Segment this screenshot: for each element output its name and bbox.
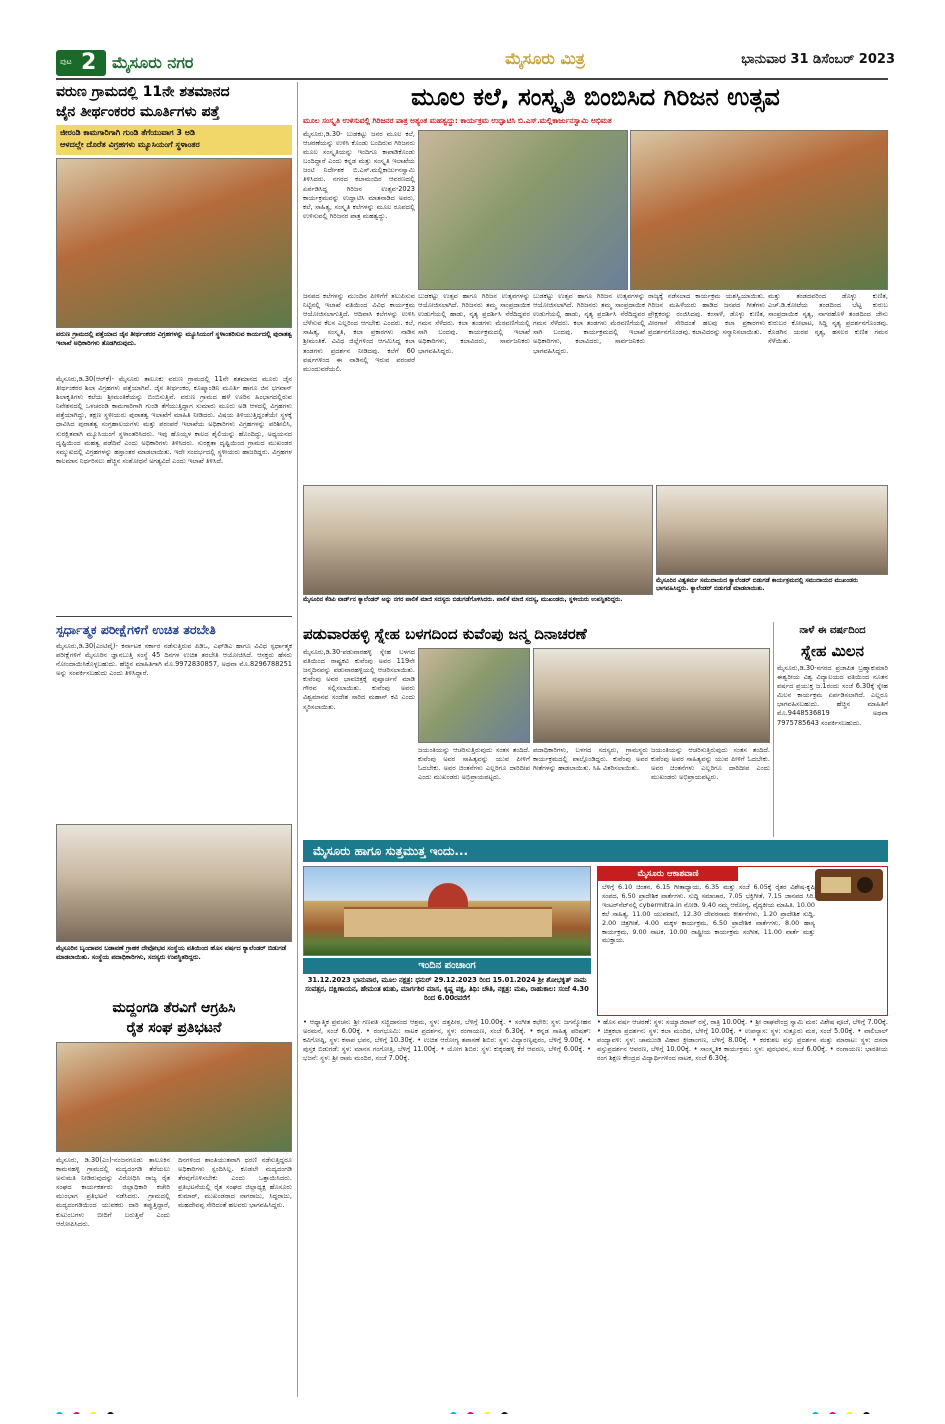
kuvempu-photo-1 (418, 648, 530, 743)
radio-dial-icon (821, 877, 851, 893)
kuvempu-col4: ಜಯಂತಿಯನ್ನು ಆಚರಿಸುತ್ತಿರುವುದು ಸಂತಸ ತಂದಿದೆ. ಕುವೆಂಪು ಅವರ ಸಾಹಿತ್ಯವನ್ನು ಯುವ ಪೀಳಿಗೆ ಓದಬೇಕು. ಅವರ ಚಿಂತನೆಗಳು ಎಲ್ಲರಿಗೂ ದಾರಿದೀಪ ಎಂದು ಮುಖಂಡರು ಅಭಿಪ್ರಾಯಪಟ್ಟರು. (651, 746, 770, 782)
magenta-mark-icon (467, 1412, 474, 1414)
sneha-divider (773, 622, 774, 837)
cyan-mark-icon (812, 1412, 819, 1414)
radio-box (597, 866, 888, 1016)
kuvempu-col1: ಮೈಸೂರು,ಡಿ.30-ಪಡುವಾರಹಳ್ಳಿ ಸ್ನೇಹ ಬಳಗದ ವತಿಯಿಂದ ರಾಷ್ಟ್ರಕವಿ ಕುವೆಂಪು ಅವರ 119ನೇ ಜನ್ಮದಿನವನ್ನು ಪಡುವಾರಹಳ್ಳಿಯಲ್ಲಿ ಆಚರಿಸಲಾಯಿತು. ಕುವೆಂಪು ಅವರ ಭಾವಚಿತ್ರಕ್ಕೆ ಪುಷ್ಪಾರ್ಚನೆ ಮಾಡಿ ಗೌರವ ಸಲ್ಲಿಸಲಾಯಿತು. ಕುವೆಂಪು ಅವರು ವಿಶ್ವಮಾನವ ಸಂದೇಶ ಸಾರಿದ ಮಹಾನ್ ಕವಿ ಎಂದು ಸ್ಮರಿಸಲಾಯಿತು. (303, 648, 415, 711)
farmer-headline-2: ರೈತ ಸಂಘ ಪ್ರತಿಭಟನೆ (126, 1020, 222, 1036)
palace-body-icon (344, 907, 552, 937)
farmer-col2: ದಿನಗಳಿಂದ ಶಾಂತಿಯುತವಾಗಿ ಧರಣಿ ನಡೆಸುತ್ತಿದ್ದರೂ ಅಧಿಕಾರಿಗಳು ಸ್ಪಂದಿಸಿಲ್ಲ. ಕೂಡಲೇ ಮದ್ಯದಂಗಡಿ ತೆರವುಗೊಳಿಸಬೇಕು ಎಂದು ಒತ್ತಾಯಿಸಿದರು. ಪ್ರತಿಭಟನೆಯಲ್ಲಿ ರೈತ ಸಂಘದ ಜಿಲ್ಲಾಧ್ಯಕ್ಷ ಹೊಸೂರು ಕುಮಾರ್, ಮುಖಂಡರಾದ ನಾಗರಾಜು, ಸಿದ್ದರಾಜು, ಮಹದೇವಪ್ಪ ಸೇರಿದಂತೆ ಹಲವರು ಭಾಗವಹಿಸಿದ್ದರು. (178, 1156, 292, 1210)
left-deck-1: ಜೀರಂಡಿ ಕಾಮಗಾರಿಗಾಗಿ ಗುಂಡಿ ತೆಗೆಯುವಾಗ 3 ಅಡಿ (60, 128, 196, 137)
listings-col2: • ಹೊಸ ವರ್ಷ ಆಚರಣೆ: ಸ್ಥಳ: ಸಯ್ಯಾಜಿರಾವ್ ರಸ್ತೆ, ರಾತ್ರಿ 10.00ಕ್ಕೆ. • ಶ್ರೀ ರಾಘವೇಂದ್ರ ಸ್ವಾಮಿ ಮಠ: ವಿಶೇಷ ಪೂಜೆ, ಬೆಳಿಗ್ಗೆ 7.00ಕ್ಕೆ. • ಚಿತ್ರಕಲಾ ಪ್ರದರ್ಶನ: ಸ್ಥಳ: ಕಲಾ ಮಂದಿರ, ಬೆಳಿಗ್ಗೆ 10.00ಕ್ಕೆ. • ಉಪನ್ಯಾಸ: ಸ್ಥಳ: ಸುತ್ತೂರು ಮಠ, ಸಂಜೆ 5.00ಕ್ಕೆ. • ವಾಲಿಬಾಲ್ ಪಂದ್ಯಾವಳಿ: ಸ್ಥಳ: ಚಾಮುಂಡಿ ವಿಹಾರ ಕ್ರೀಡಾಂಗಣ, ಬೆಳಿಗ್ಗೆ 8.00ಕ್ಕೆ. • ಕರಕುಶಲ ವಸ್ತು ಪ್ರದರ್ಶನ ಮತ್ತು ಮಾರಾಟ: ಸ್ಥಳ: ದಸರಾ ವಸ್ತುಪ್ರದರ್ಶನ ಆವರಣ, ಬೆಳಿಗ್ಗೆ 10.00ಕ್ಕೆ. • ಸಾಂಸ್ಕೃತಿಕ ಕಾರ್ಯಕ್ರಮ: ಸ್ಥಳ: ಪುರಭವನ, ಸಂಜೆ 6.00ಕ್ಕೆ. • ರಂಗಾಯಣ: ಭಾರತೀಯ ರಂಗ ಶಿಕ್ಷಣ ಕೇಂದ್ರದ ವಿದ್ಯಾರ್ಥಿಗಳಿಂದ ನಾಟಕ, ಸಂಜೆ 6.30ಕ್ಕೆ. (597, 1018, 888, 1063)
section-title: ಮೈಸೂರು ನಗರ (112, 53, 194, 72)
calendar-photo (303, 485, 653, 595)
sneha-headline-2: ಸ್ನೇಹ ಮಿಲನ (801, 642, 864, 660)
radio-text: ಬೆಳಿಗ್ಗೆ 6.10 ಚಿಂತನ, 6.15 ಗೀತಾಧ್ಯಾಯ, 6.35 ಮತ್ತು ಸಂಜೆ 6.05ಕ್ಕೆ ರೈತರ ವಿಶೇಷ-ಕೃಷಿ ಸಂಪದ, 6.50 ಪ್ರಾದೇಶಿಕ ವಾರ್ತೆಗಳು. ಸುದ್ದಿ ಸಮಾಚಾರ, 7.05 ಭಕ್ತಿಗೀತೆ, 7.15 ಜಾನಪದ ಸಿರಿ. ಇಂಟರ್‌ನೆಟ್‌ನಲ್ಲಿ cybermitra.in ನೋಡಿ. 9.40 ನಮ್ಮ ಆರೋಗ್ಯ, ವೈದ್ಯಕೀಯ ಮಾಹಿತಿ. 10.00 ಕಲೆ ಸಾಹಿತ್ಯ, 11.00 ಯುವವಾಣಿ, 12.30 ದೇವರನಾಮ ಕೀರ್ತನೆಗಳು, 1.20 ಪ್ರಾದೇಶಿಕ ಸುದ್ದಿ, 2.00 ಚಿತ್ರಗೀತೆ, 4.00 ಮಕ್ಕಳ ಕಾರ್ಯಕ್ರಮ, 6.50 ಪ್ರಾದೇಶಿಕ ವಾರ್ತೆಗಳು, 8.00 ಹಾಸ್ಯ ಕಾರ್ಯಕ್ರಮ, 9.00 ನಾಟಕ, 10.00 ರಾಷ್ಟ್ರೀಯ ಕಾರ್ಯಕ್ರಮ ಸಂಗೀತ, 11.00 ವಾರ್ತೆ ಮತ್ತು ಮುಕ್ತಾಯ. (602, 883, 815, 945)
yellow-mark-icon (484, 1412, 491, 1414)
sneha-body: ಮೈಸೂರು,ಡಿ.30-ನಗರದ ಪ್ರಜಾಪಿತ ಬ್ರಹ್ಮಾಕುಮಾರಿ ಈಶ್ವರೀಯ ವಿಶ್ವ ವಿದ್ಯಾಲಯದ ವತಿಯಿಂದ ನೂತನ ವರ್ಷದ ಪ್ರಯುಕ್ತ ಜ.1ರಂದು ಸಂಜೆ 6.30ಕ್ಕೆ ಸ್ನೇಹ ಮಿಲನ ಕಾರ್ಯಕ್ರಮ ಏರ್ಪಡಿಸಲಾಗಿದೆ. ಎಲ್ಲರೂ ಭಾಗವಹಿಸಬಹುದು. ಹೆಚ್ಚಿನ ಮಾಹಿತಿಗೆ ಮೊ.9448536819 ಅಥವಾ 7975785643 ಸಂಪರ್ಕಿಸಬಹುದು. (777, 664, 888, 727)
mysuru-today-banner-text: ಮೈಸೂರು ಹಾಗೂ ಸುತ್ತಮುತ್ತ ಇಂದು... (313, 844, 469, 858)
radio-title: ಮೈಸೂರು ಆಕಾಶವಾಣಿ (598, 867, 738, 881)
panchanga-title: ಇಂದಿನ ಪಂಚಾಂಗ (418, 960, 476, 971)
column-divider (297, 82, 298, 1397)
calendar-photo-2 (656, 485, 888, 575)
registration-marks-left (56, 1404, 136, 1414)
page-label: ಪುಟ (60, 57, 72, 66)
left-deck (56, 125, 292, 155)
cyan-mark-icon (450, 1412, 457, 1414)
black-mark-icon (107, 1412, 114, 1414)
exam-caption: ಮೈಸೂರಿನ ಬೃಂದಾವನ ಬಡಾವಣೆ ಗ್ರಾಹಕ ದೇವೋಭವ ಸಂಸ್ಥೆಯ ವತಿಯಿಂದ ಹೊಸ ವರ್ಷದ ಕ್ಯಾಲೆಂಡರ್ ಬಿಡುಗಡೆ ಮಾಡಲಾಯಿತು. ಸಂಸ್ಥೆಯ ಪದಾಧಿಕಾರಿಗಳು, ಸದಸ್ಯರು ಉಪಸ್ಥಿತರಿದ್ದರು. (56, 944, 287, 961)
palace-photo (303, 866, 591, 956)
left-deck-2: ಆಳದಲ್ಲೇ ದೊರೆತ ವಿಗ್ರಹಗಳು ಮ್ಯೂಸಿಯಂಗೆ ಸ್ಥಳಾಂತರ (60, 140, 200, 149)
radio-icon (815, 869, 883, 901)
farmer-headline-1: ಮದ್ದಂಗಡಿ ತೆರವಿಗೆ ಆಗ್ರಹಿಸಿ (112, 1000, 236, 1016)
magenta-mark-icon (829, 1412, 836, 1414)
main-deck: ಮೂಲ ಸಂಸ್ಕೃತಿ ಉಳಿಸುವಲ್ಲಿ ಗಿರಿಜನರ ಪಾತ್ರ ಅತ್ಯಂತ ಮಹತ್ವದ್ದು: ಕಾರ್ಯಕ್ರಮ ಉದ್ಘಾಟಿಸಿ ಬಿ.ಎಸ್.ಮಲ್ಲಿಕಾರ್ಜುನಸ್ವಾಮಿ ಅಭಿಮತ (303, 116, 612, 125)
page-number-badge (56, 50, 106, 76)
main-photo-2 (630, 130, 888, 290)
main-col5: ಮತ್ತು ತಂಡದವರಿಂದ ಡೊಳ್ಳು ಕುಣಿತ, ಎಚ್.ಡಿ.ಕೋಟೆಯ ತಂಡದಿಂದ ಬೆಟ್ಟ ಕುರುಬ ಸಾಂಪ್ರದಾಯಿಕ ನೃತ್ಯ, ನಾಗರಹೊಳೆ ತಂಡದಿಂದ ಜೇನು ಕುರುಬರ ಕೋಲಾಟ, ಸಿದ್ದಿ ನೃತ್ಯ ಪ್ರದರ್ಶನಗೊಂಡವು. ಕೊಡಗಿನ ಯರವ ನೃತ್ಯ, ಹಸಲರ ಕುಣಿತ ಗಮನ ಸೆಳೆಯಿತು. (768, 292, 888, 346)
exam-headline: ಸ್ಪರ್ಧಾತ್ಮಕ ಪರೀಕ್ಷೆಗಳಿಗೆ ಉಚಿತ ತರಬೇತಿ (56, 622, 216, 637)
main-col4: ರಾಜ್ಯಕ್ಕೆ ನಡೆಸಲಾದ ಕಾರ್ಯಕ್ರಮ ಯಶಸ್ವಿಯಾಯಿತು. ಗಿರಿಜನ ಮಹಿಳೆಯರು ಹಾಡಿದ ಜನಪದ ಗೀತೆಗಳು ಪ್ರೇಕ್ಷಕರನ್ನು ರಂಜಿಸಿದವು. ಕಂಸಾಳೆ, ಡೊಳ್ಳು ಕುಣಿತ, ವೀರಗಾಸೆ ಸೇರಿದಂತೆ ಹಲವು ಕಲಾ ಪ್ರಕಾರಗಳು ಪ್ರದರ್ಶನಗೊಂಡವು. ಕಲಾವಿದರನ್ನು ಸನ್ಮಾನಿಸಲಾಯಿತು. (648, 292, 765, 337)
exam-photo (56, 824, 292, 942)
page-number: 2 (81, 50, 97, 75)
black-mark-icon (501, 1412, 508, 1414)
left-photo (56, 158, 292, 328)
main-photo-1 (418, 130, 628, 290)
farmer-col1: ಮೈಸೂರು, ಡಿ.30(ಎಂ)-ನಂಜನಗೂಡು ತಾಲೂಕಿನ ಕಾಮನಹಳ್ಳಿ ಗ್ರಾಮದಲ್ಲಿ ಮದ್ಯದಂಗಡಿ ತೆರೆಯಲು ಅನುಮತಿ ನೀಡಿರುವುದನ್ನು ವಿರೋಧಿಸಿ ರಾಜ್ಯ ರೈತ ಸಂಘದ ಕಾರ್ಯಕರ್ತರು ಜಿಲ್ಲಾಧಿಕಾರಿ ಕಚೇರಿ ಮುಂಭಾಗ ಪ್ರತಿಭಟನೆ ನಡೆಸಿದರು. ಗ್ರಾಮದಲ್ಲಿ ಮದ್ಯದಂಗಡಿಯಿಂದ ಯುವಕರು ದಾರಿ ತಪ್ಪುತ್ತಿದ್ದಾರೆ, ಕುಟುಂಬಗಳು ಬೀದಿಗೆ ಬರುತ್ತಿವೆ ಎಂದು ಆರೋಪಿಸಿದರು. (56, 1156, 170, 1228)
main-headline: ಮೂಲ ಕಲೆ, ಸಂಸ್ಕೃತಿ ಬಿಂಬಿಸಿದ ಗಿರಿಜನ ಉತ್ಸವ (411, 83, 780, 111)
exam-body: ಮೈಸೂರು,ಡಿ.30(ಎಂಟಿವೈ)- ಕರ್ನಾಟಕ ಸರ್ಕಾರ ನಡೆಸುತ್ತಿರುವ ಪಿಡಿಒ, ಎಫ್‌ಡಿಎ ಹಾಗೂ ವಿವಿಧ ಸ್ಪರ್ಧಾತ್ಮಕ ಪರೀಕ್ಷೆಗಳಿಗೆ ಮೈಸೂರಿನ ಜ್ಞಾನಬುತ್ತಿ ಸಂಸ್ಥೆ 45 ದಿನಗಳ ಉಚಿತ ತರಬೇತಿ ಆಯೋಜಿಸಿದೆ. ಆಸಕ್ತರು ಹೆಸರು ನೋಂದಾಯಿಸಿಕೊಳ್ಳಬಹುದು. ಹೆಚ್ಚಿನ ಮಾಹಿತಿಗಾಗಿ ಮೊ.9972830857, ಅಥವಾ ಮೊ.8296788251 ಅನ್ನು ಸಂಪರ್ಕಿಸಬಹುದು ಎಂದು ತಿಳಿಸಿದ್ದಾರೆ. (56, 642, 292, 678)
registration-marks-center (450, 1404, 530, 1414)
cyan-mark-icon (56, 1412, 63, 1414)
main-col3b: ಬುಡಕಟ್ಟು ಉತ್ಸವ ಹಾಗೂ ಗಿರಿಜನ ಉತ್ಸವಗಳನ್ನು ಆಯೋಜಿಸಲಾಗಿದೆ. ಗಿರಿಜನರು ತಮ್ಮ ಸಾಂಪ್ರದಾಯಿಕ ಉಡುಗೆಯಲ್ಲಿ ಹಾಡು, ನೃತ್ಯ ಪ್ರದರ್ಶಿಸಿ ನೆರೆದಿದ್ದವರ ಗಮನ ಸೆಳೆದರು. ಕಲಾ ತಂಡಗಳು ಮೆರವಣಿಗೆಯಲ್ಲಿ ಸಾಗಿ ಬಂದವು. ಕಾರ್ಯಕ್ರಮದಲ್ಲಿ ಇಲಾಖೆ ಅಧಿಕಾರಿಗಳು, ಕಲಾವಿದರು, ಸಾರ್ವಜನಿಕರು ಭಾಗವಹಿಸಿದ್ದರು. (533, 292, 645, 355)
kuvempu-col2: ಜಯಂತಿಯನ್ನು ಆಚರಿಸುತ್ತಿರುವುದು ಸಂತಸ ತಂದಿದೆ. ಕುವೆಂಪು ಅವರ ಸಾಹಿತ್ಯವನ್ನು ಯುವ ಪೀಳಿಗೆ ಓದಬೇಕು. ಅವರ ಚಿಂತನೆಗಳು ಎಲ್ಲರಿಗೂ ದಾರಿದೀಪ ಎಂದು ಮುಖಂಡರು ಅಭಿಪ್ರಾಯಪಟ್ಟರು. (418, 746, 530, 782)
radio-speaker-icon (857, 877, 873, 893)
kuvempu-headline: ಪಡುವಾರಹಳ್ಳಿ ಸ್ನೇಹ ಬಳಗದಿಂದ ಕುವೆಂಪು ಜನ್ಮ ದಿನಾಚರಣೆ (303, 625, 587, 643)
main-col2: ಜನಪದ ಕಲೆಗಳನ್ನು ಮುಂದಿನ ಪೀಳಿಗೆಗೆ ತಲುಪಿಸುವ ನಿಟ್ಟಿನಲ್ಲಿ ಇಲಾಖೆ ವತಿಯಿಂದ ವಿವಿಧ ಕಾರ್ಯಕ್ರಮ ಆಯೋಜಿಸಲಾಗುತ್ತಿದೆ. ಆದಿವಾಸಿ ಕಲೆಗಳನ್ನು ಉಳಿಸಿ ಬೆಳೆಸುವ ಕೆಲಸ ಎಲ್ಲರಿಂದ ಆಗಬೇಕು ಎಂದರು. ಕಲೆ, ಸಾಹಿತ್ಯ, ಸಂಸ್ಕೃತಿ, ಕಲಾ ಪ್ರಕಾರಗಳು ನಾಡಿನ ಶ್ರೀಮಂತಿಕೆ. ವಿವಿಧ ಜಿಲ್ಲೆಗಳಿಂದ ಆಗಮಿಸಿದ್ದ ಕಲಾ ತಂಡಗಳು ಪ್ರದರ್ಶನ ನೀಡಿದವು. ಕಲೆಗೆ 60 ವರ್ಷಗಳಿಂದ ಈ ನಾಡಿನಲ್ಲಿ ಇರುವ ಪರಂಪರೆ ಮುಂದುವರೆಯಲಿ. (303, 292, 415, 373)
yellow-mark-icon (90, 1412, 97, 1414)
main-col1: ಮೈಸೂರು,ಡಿ.30- ಬುಡಕಟ್ಟು ಜನರ ಮೂಲ ಕಲೆ, ಆಚರಣೆಯನ್ನು ಉಳಿಸಿ ಕೊಂಡು ಬಂದಿರುವ ಗಿರಿಜನರು ಮೂಲ ಸಂಸ್ಕೃತಿಯನ್ನು ಇಂದಿಗೂ ಕಾಪಾಡಿಕೊಂಡು ಬಂದಿದ್ದಾರೆ ಎಂದು ಕನ್ನಡ ಮತ್ತು ಸಂಸ್ಕೃತಿ ಇಲಾಖೆಯ ಜಂಟಿ ನಿರ್ದೇಶಕ ಬಿ.ಎಸ್.ಮಲ್ಲಿಕಾರ್ಜುನಸ್ವಾಮಿ ತಿಳಿಸಿದರು. ನಗರದ ಕಲಾಮಂದಿರ ಆವರಣದಲ್ಲಿ ಏರ್ಪಡಿಸಿದ್ದ ಗಿರಿಜನ ಉತ್ಸವ-2023 ಕಾರ್ಯಕ್ರಮವನ್ನು ಉದ್ಘಾಟಿಸಿ ಮಾತನಾಡಿದ ಅವರು, ಕಲೆ, ಸಾಹಿತ್ಯ, ಸಂಸ್ಕೃತಿ ಕಲೆಗಳನ್ನು ಮೂಲ ರೂಪದಲ್ಲಿ ಉಳಿಸುವಲ್ಲಿ ಗಿರಿಜನರ ಪಾತ್ರ ಮಹತ್ವದ್ದು. (303, 130, 415, 220)
paper-name: ಮೈಸೂರು ಮಿತ್ರ (505, 49, 585, 68)
kuvempu-col3: ಪದಾಧಿಕಾರಿಗಳು, ಬಳಗದ ಸದಸ್ಯರು, ಗ್ರಾಮಸ್ಥರು ಕಾರ್ಯಕ್ರಮದಲ್ಲಿ ಪಾಲ್ಗೊಂಡಿದ್ದರು. ಕುವೆಂಪು ಅವರ ಗೀತೆಗಳನ್ನು ಹಾಡಲಾಯಿತು. ಸಿಹಿ ವಿತರಿಸಲಾಯಿತು. (533, 746, 648, 773)
left-headline-2: ಜೈನ ತೀರ್ಥಂಕರರ ಮೂರ್ತಿಗಳು ಪತ್ತೆ (56, 104, 220, 120)
listings-col1: • ಆಧ್ಯಾತ್ಮಿಕ ಪ್ರವಚನ: ಶ್ರೀ ಗಣಪತಿ ಸಚ್ಚಿದಾನಂದ ಆಶ್ರಮ, ಸ್ಥಳ: ದತ್ತಪೀಠ, ಬೆಳಿಗ್ಗೆ 10.00ಕ್ಕೆ. • ಸಂಗೀತ ಕಛೇರಿ: ಸ್ಥಳ: ಜಗನ್ಮೋಹನ ಅರಮನೆ, ಸಂಜೆ 6.00ಕ್ಕೆ. • ರಂಗಭೂಮಿ: ನಾಟಕ ಪ್ರದರ್ಶನ, ಸ್ಥಳ: ರಂಗಾಯಣ, ಸಂಜೆ 6.30ಕ್ಕೆ. • ಕನ್ನಡ ಸಾಹಿತ್ಯ ಪರಿಷತ್: ಕವಿಗೋಷ್ಠಿ, ಸ್ಥಳ: ಕಸಾಪ ಭವನ, ಬೆಳಿಗ್ಗೆ 10.30ಕ್ಕೆ. • ಉಚಿತ ಆರೋಗ್ಯ ತಪಾಸಣೆ ಶಿಬಿರ: ಸ್ಥಳ: ವಿದ್ಯಾರಣ್ಯಪುರಂ, ಬೆಳಿಗ್ಗೆ 9.00ಕ್ಕೆ. • ಪುಸ್ತಕ ಬಿಡುಗಡೆ: ಸ್ಥಳ: ಮಾನಸ ಗಂಗೋತ್ರಿ, ಬೆಳಿಗ್ಗೆ 11.00ಕ್ಕೆ. • ಯೋಗ ಶಿಬಿರ: ಸ್ಥಳ: ಕುಕ್ಕರಹಳ್ಳಿ ಕೆರೆ ಆವರಣ, ಬೆಳಿಗ್ಗೆ 6.00ಕ್ಕೆ. • ಭಜನೆ: ಸ್ಥಳ: ಶ್ರೀ ರಾಮ ಮಂದಿರ, ಸಂಜೆ 7.00ಕ್ಕೆ. (303, 1018, 591, 1063)
yellow-mark-icon (846, 1412, 853, 1414)
magenta-mark-icon (73, 1412, 80, 1414)
registration-marks-right (812, 1404, 892, 1414)
kuvempu-photo-2 (533, 648, 770, 743)
calendar-caption: ಮೈಸೂರಿನ ಕೆಡಿಪಿ ವಾರ್ಡ್‌ನ ಕ್ಯಾಲೆಂಡರ್ ಅನ್ನು ನಗರ ಪಾಲಿಕೆ ಮಾಜಿ ಸದಸ್ಯರು ಬಿಡುಗಡೆಗೊಳಿಸಿದರು. ಪಾಲಿಕೆ ಮಾಜಿ ಸದಸ್ಯ, ಮುಖಂಡರು, ಸ್ಥಳೀಯರು ಉಪಸ್ಥಿತರಿದ್ದರು. (303, 596, 623, 603)
mysuru-today-banner (303, 840, 888, 862)
exam-rule (56, 616, 292, 617)
panchanga-title-bar (303, 958, 591, 974)
farmer-photo (56, 1042, 292, 1152)
panchanga-text: 31.12.2023 ಭಾನುವಾರ, ಮೂಲ ನಕ್ಷತ್ರ: ಧನುರ್ 29.12.2023 ರಿಂದ 15.01.2024 ಶ್ರೀ ಶೋಭಕೃತ್ ನಾಮ ಸಂವತ್ಸರ, ದಕ್ಷಿಣಾಯನ, ಹೇಮಂತ ಋತು, ಮಾರ್ಗಶಿರ ಮಾಸ, ಕೃಷ್ಣ ಪಕ್ಷ, ತಿಥಿ: ಚೌತಿ, ನಕ್ಷತ್ರ: ಮಖ, ರಾಹುಕಾಲ: ಸಂಜೆ 4.30 ರಿಂದ 6.00ರವರೆಗೆ (305, 976, 589, 1003)
left-headline-1: ವರುಣ ಗ್ರಾಮದಲ್ಲಿ 11ನೇ ಶತಮಾನದ (56, 84, 230, 100)
black-mark-icon (863, 1412, 870, 1414)
page-date: ಭಾನುವಾರ 31 ಡಿಸೆಂಬರ್ 2023 (741, 52, 895, 67)
main-col3: ಬುಡಕಟ್ಟು ಉತ್ಸವ ಹಾಗೂ ಗಿರಿಜನ ಉತ್ಸವಗಳನ್ನು ಆಯೋಜಿಸಲಾಗಿದೆ. ಗಿರಿಜನರು ತಮ್ಮ ಸಾಂಪ್ರದಾಯಿಕ ಉಡುಗೆಯಲ್ಲಿ ಹಾಡು, ನೃತ್ಯ ಪ್ರದರ್ಶಿಸಿ ನೆರೆದಿದ್ದವರ ಗಮನ ಸೆಳೆದರು. ಕಲಾ ತಂಡಗಳು ಮೆರವಣಿಗೆಯಲ್ಲಿ ಸಾಗಿ ಬಂದವು. ಕಾರ್ಯಕ್ರಮದಲ್ಲಿ ಇಲಾಖೆ ಅಧಿಕಾರಿಗಳು, ಕಲಾವಿದರು, ಸಾರ್ವಜನಿಕರು ಭಾಗವಹಿಸಿದ್ದರು. (418, 292, 530, 355)
sneha-headline-1: ನಾಳೆ ಈ ವರ್ಷದಿಂದ (799, 625, 866, 636)
calendar-side-caption: ಮೈಸೂರಿನ ವಿಶ್ವಕರ್ಮ ಸಮುದಾಯದ ಕ್ಯಾಲೆಂಡರ್ ಬಿಡುಗಡೆ ಕಾರ್ಯಕ್ರಮದಲ್ಲಿ ಸಮುದಾಯದ ಮುಖಂಡರು ಭಾಗವಹಿಸಿದ್ದರು. ಕ್ಯಾಲೆಂಡರ್ ಬಿಡುಗಡೆ ಮಾಡಲಾಯಿತು. (656, 577, 859, 593)
left-caption: ವರುಣ ಗ್ರಾಮದಲ್ಲಿ ಪತ್ತೆಯಾದ ಜೈನ ತೀರ್ಥಂಕರರ ವಿಗ್ರಹಗಳನ್ನು ಮ್ಯೂಸಿಯಂಗೆ ಸ್ಥಳಾಂತರಿಸುವ ಕಾರ್ಯದಲ್ಲಿ ಪುರಾತತ್ವ ಇಲಾಖೆ ಅಧಿಕಾರಿಗಳು ತೊಡಗಿರುವುದು. (56, 330, 292, 347)
left-body: ಮೈಸೂರು,ಡಿ.30(ಆರ್‌ಕೆ)- ಮೈಸೂರು ತಾಲೂಕು ವರುಣ ಗ್ರಾಮದಲ್ಲಿ 11ನೇ ಶತಮಾನದ ಮೂರು ಜೈನ ತೀರ್ಥಂಕರರ ಶಿಲಾ ವಿಗ್ರಹಗಳು ಪತ್ತೆಯಾಗಿವೆ. ಜೈನ ತೀರ್ಥಂಕರ, ಕೂಷ್ಮಾಂಡಿನಿ ಮೂರ್ತಿ ಹಾಗೂ ಜಿನ ಭಗವಾನ್ ಶಿಲಾಕೃತಿಗಳು ಕಲೆಯ ಶ್ರೀಮಂತಿಕೆಯನ್ನು ಬಿಂಬಿಸುತ್ತಿವೆ. ವರುಣ ಗ್ರಾಮದ ಹಳೆ ಊರಿನ ಹಿಂಭಾಗದಲ್ಲಿರುವ ನಿವೇಶನದಲ್ಲಿ ಒಳಚರಂಡಿ ಕಾಮಗಾರಿಗಾಗಿ ಗುಂಡಿ ತೆಗೆಯುತ್ತಿದ್ದಾಗ ಸುಮಾರು ಮೂರು ಅಡಿ ಆಳದಲ್ಲಿ ವಿಗ್ರಹಗಳು ಪತ್ತೆಯಾಗಿದ್ದು, ತಕ್ಷಣ ಸ್ಥಳೀಯರು ಪುರಾತತ್ವ ಇಲಾಖೆಗೆ ಮಾಹಿತಿ ನೀಡಿದರು. ವಿಷಯ ತಿಳಿಯುತ್ತಿದ್ದಂತೆಯೇ ಸ್ಥಳಕ್ಕೆ ಧಾವಿಸಿದ ಪುರಾತತ್ವ ಸಂಗ್ರಹಾಲಯಗಳು ಮತ್ತು ಪರಂಪರೆ ಇಲಾಖೆಯ ಅಧಿಕಾರಿಗಳು ವಿಗ್ರಹಗಳನ್ನು ಪರಿಶೀಲಿಸಿ, ಸುರಕ್ಷಿತವಾಗಿ ಮ್ಯೂಸಿಯಂಗೆ ಸ್ಥಳಾಂತರಿಸಿದರು. ಇವು ಹೊಯ್ಸಳ ಕಾಲದ ಶೈಲಿಯನ್ನು ಹೊಂದಿದ್ದು, ಅಧ್ಯಯನದ ದೃಷ್ಟಿಯಿಂದ ಮಹತ್ವ ಪಡೆದಿವೆ ಎಂದು ಅಧಿಕಾರಿಗಳು ತಿಳಿಸಿದರು. ಸುರಕ್ಷತಾ ದೃಷ್ಟಿಯಿಂದ ಗ್ರಾಮದ ಮುಖಂಡರ ಸಮ್ಮುಖದಲ್ಲಿ ವಿಗ್ರಹಗಳನ್ನು ಹಸ್ತಾಂತರ ಮಾಡಲಾಯಿತು. ಇದೇ ಸಂದರ್ಭದಲ್ಲಿ ಸ್ಥಳೀಯರು ಹಾಜರಿದ್ದರು. ವಿಗ್ರಹಗಳ ಕಾಲಮಾನ ನಿರ್ಧರಿಸಲು ಹೆಚ್ಚಿನ ಸಂಶೋಧನೆ ಅಗತ್ಯವಿದೆ ಎಂದು ಇಲಾಖೆ ತಿಳಿಸಿದೆ. (56, 375, 292, 465)
